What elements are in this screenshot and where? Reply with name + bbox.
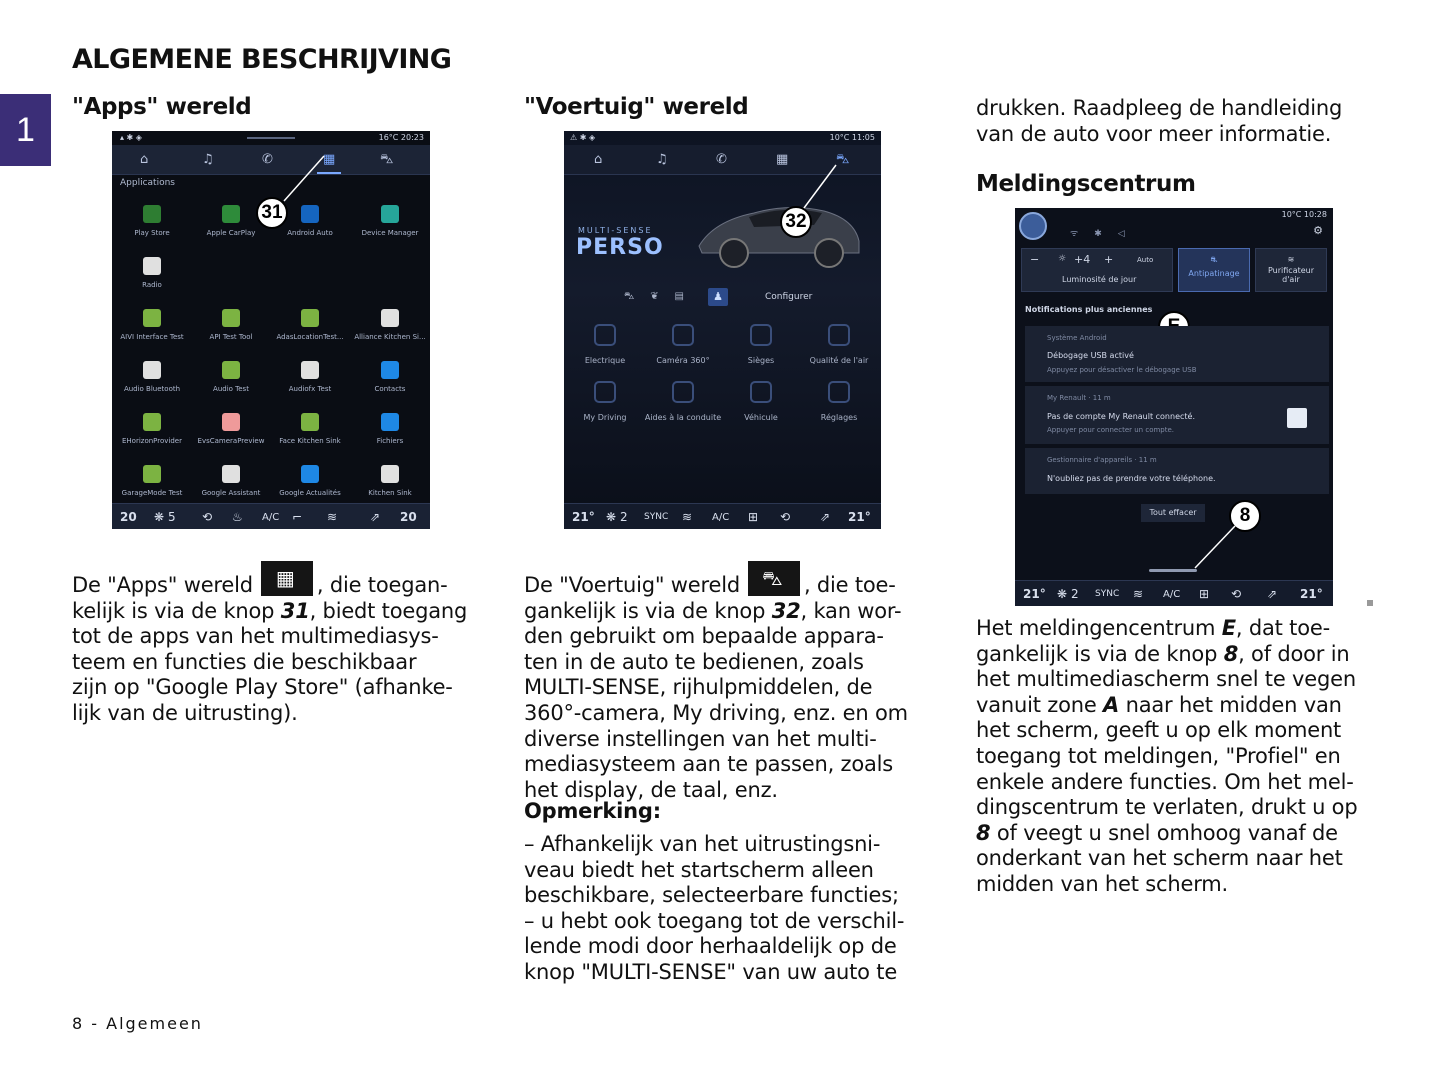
app-icon — [143, 257, 161, 275]
ac-button[interactable]: A/C — [1163, 589, 1181, 600]
notification-device-manager[interactable]: Gestionnaire d'appareils · 11 m N'oubliez pas de prendre votre téléphone. — [1025, 448, 1329, 494]
app-label: EvsCameraPreview — [197, 437, 265, 445]
app-icon — [301, 413, 319, 431]
music-icon[interactable]: ♫ — [202, 152, 214, 167]
left-temp[interactable]: 20 — [120, 510, 137, 524]
purifier-icon: ≋ — [1287, 255, 1295, 264]
app-label: AIVI Interface Test — [120, 333, 184, 341]
apps-world-heading: "Apps" wereld — [72, 94, 252, 120]
tile-label: Qualité de l'air — [809, 356, 869, 365]
defrost-icon[interactable]: ≋ — [682, 510, 693, 524]
tile-icon — [750, 381, 772, 403]
notification-usb[interactable]: Système Android Débogage USB activé Appuyez pour désactiver le débogage USB — [1025, 326, 1329, 382]
tile-icon — [750, 324, 772, 346]
callout-32: 32 — [780, 206, 812, 238]
vehicle-world-heading: "Voertuig" wereld — [524, 94, 749, 120]
app-label: Play Store — [134, 229, 170, 237]
fan-icon[interactable]: ❋ — [154, 510, 165, 524]
page-footer: 8 - Algemeen — [72, 1014, 203, 1033]
app-icon — [143, 361, 161, 379]
app-icon — [222, 413, 240, 431]
apps-screen — [112, 131, 430, 529]
app-tile[interactable] — [270, 205, 350, 237]
app-label: AdasLocationTest... — [276, 333, 344, 341]
callout-31: 31 — [256, 197, 288, 229]
sync-button[interactable]: SYNC — [1095, 589, 1120, 599]
air-purifier-button[interactable]: ≋ Purificateur d'air — [1255, 248, 1327, 292]
note-list: – Afhankelijk van het uitrustingsni- veau biedt het startscherm alleen beschikbare, selecteerbare functies; – u hebt ook toegang tot de verschil- lende modi door herhaaldelijk op de knop "MULTI-SENSE" van uw auto te — [524, 832, 905, 984]
app-tile[interactable] — [191, 205, 271, 237]
app-tile[interactable] — [112, 257, 192, 289]
app-icon — [381, 309, 399, 327]
status-time: 10°C 11:05 — [829, 133, 875, 142]
sun-icon: ☼ — [1058, 254, 1067, 264]
app-icon — [143, 309, 161, 327]
car-icon[interactable]: ⛍ — [380, 152, 394, 167]
apps-line-2: kelijk is via de knop 31, biedt toegang — [72, 598, 468, 623]
app-label: GarageMode Test — [121, 489, 183, 497]
app-label: Face Kitchen Sink — [279, 437, 341, 445]
notification-paragraph: Het meldingencentrum E, dat toe- gankelijk is via de knop 8, of door in het multimediascherm snel te vegen vanuit zone A naar het midden van het scherm, geeft u op elk moment toegang tot meldingen, "Profiel" en enkele andere functies. Om het mel- dingscentrum te verlaten, drukt u op 8 of veegt u snel omhoog vanaf de onderkant van het scherm naar het midden van het scherm. — [976, 616, 1358, 896]
vehicle-tile[interactable] — [566, 324, 644, 366]
fan-level: 2 — [1071, 587, 1079, 601]
status-time: 10°C 10:28 — [1281, 210, 1327, 219]
climate-bar — [1015, 580, 1333, 606]
phone-icon[interactable]: ✆ — [716, 152, 727, 167]
apps-paragraph: De "Apps" wereld ▦ , die toegan- kelijk is via de knop 31, biedt toegang tot de apps van het multimediasys- teem en functies die beschikbaar zijn op "Google Play Store" (afhanke- lijk van de uitrusting). — [72, 561, 467, 727]
app-label: Device Manager — [361, 229, 419, 237]
chapter-tab: 1 — [0, 94, 51, 166]
recirc-icon[interactable]: ⟲ — [780, 510, 791, 524]
vehicle-screen — [564, 131, 881, 529]
applications-label: Applications — [120, 178, 175, 188]
tile-label: My Driving — [583, 413, 627, 422]
multi-sense-label: MULTI-SENSE — [578, 226, 653, 235]
app-tile[interactable] — [350, 309, 430, 341]
tile-label: Réglages — [820, 413, 858, 422]
tile-label: Véhicule — [744, 413, 778, 422]
callout-8: 8 — [1229, 500, 1261, 532]
status-icons: ▴ ✱ ◈ — [120, 133, 142, 142]
tile-icon — [594, 381, 616, 403]
status-icons: ⚠ ✱ ◈ — [570, 133, 596, 142]
music-icon[interactable]: ♫ — [656, 152, 668, 167]
app-tile[interactable] — [191, 413, 271, 445]
vehicle-tile[interactable] — [722, 324, 800, 366]
brightness-label: Luminosité de jour — [1062, 275, 1137, 284]
app-icon — [222, 361, 240, 379]
left-temp[interactable]: 21° — [572, 510, 595, 524]
app-tile[interactable] — [112, 413, 192, 445]
tile-icon — [672, 324, 694, 346]
mode-icons[interactable]: ⛍ ❦ ▤ — [624, 291, 684, 302]
brightness-value: +4 — [1074, 253, 1091, 266]
perso-mode-label: PERSO — [576, 235, 664, 260]
apps-grid-icon[interactable]: ▦ — [323, 152, 336, 167]
tile-icon — [828, 324, 850, 346]
climate-bar — [112, 503, 430, 529]
sync-button[interactable]: SYNC — [644, 512, 669, 522]
app-icon — [143, 413, 161, 431]
app-icon — [143, 205, 161, 223]
home-icon[interactable]: ⌂ — [140, 152, 149, 167]
car-icon[interactable]: ⛍ — [836, 152, 850, 167]
vehicle-tile[interactable] — [800, 381, 878, 423]
right-temp[interactable]: 21° — [848, 510, 871, 524]
app-label: Contacts — [374, 385, 406, 393]
apps-grid-icon[interactable]: ▦ — [776, 152, 789, 167]
ac-button[interactable]: A/C — [262, 512, 280, 523]
app-tile[interactable] — [112, 465, 192, 497]
vent-icon[interactable]: ⇗ — [820, 510, 831, 524]
app-icon — [301, 361, 319, 379]
rear-defrost-icon[interactable]: ⊞ — [748, 510, 759, 524]
app-label: API Test Tool — [209, 333, 253, 341]
app-tile[interactable] — [350, 361, 430, 393]
right-temp[interactable]: 21° — [1300, 587, 1323, 601]
app-tile[interactable] — [270, 413, 350, 445]
tile-icon — [828, 381, 850, 403]
app-label: Alliance Kitchen Si... — [354, 333, 426, 341]
tile-label: Caméra 360° — [656, 356, 710, 365]
app-tile[interactable] — [112, 309, 192, 341]
app-icon — [301, 309, 319, 327]
app-tile[interactable] — [191, 465, 271, 497]
app-label: Google Actualités — [279, 489, 341, 497]
page-title: ALGEMENE BESCHRIJVING — [72, 44, 452, 75]
app-icon — [381, 465, 399, 483]
gear-icon[interactable]: ⚙ — [1313, 224, 1323, 237]
app-label: EHorizonProvider — [121, 437, 182, 445]
app-tile[interactable] — [270, 361, 350, 393]
older-notifications-label: Notifications plus anciennes — [1025, 305, 1153, 314]
right-temp[interactable]: 20 — [400, 510, 417, 524]
app-label: Android Auto — [287, 229, 333, 237]
status-time: 16°C 20:23 — [378, 133, 424, 142]
app-tile[interactable] — [270, 465, 350, 497]
fan-icon[interactable]: ❋ — [1057, 587, 1068, 601]
phone-icon[interactable]: ✆ — [262, 152, 273, 167]
app-icon — [381, 205, 399, 223]
quick-icons[interactable]: ᯤ✱◁ — [1070, 229, 1141, 239]
vehicle-tile[interactable] — [644, 324, 722, 366]
app-icon — [381, 413, 399, 431]
app-icon — [143, 465, 161, 483]
traction-control-button[interactable]: ⛐ Antipatinage — [1178, 248, 1250, 292]
apps-line-1: De "Apps" wereld ▦ , die toegan- — [72, 561, 467, 599]
callout-8-leader — [1015, 208, 1333, 606]
app-label: Fichiers — [376, 437, 404, 445]
vent-icon[interactable]: ⇗ — [1267, 587, 1278, 601]
rear-defrost-icon[interactable]: ⊞ — [1199, 587, 1210, 601]
recirc-icon[interactable]: ⟲ — [1231, 587, 1242, 601]
app-tile[interactable] — [191, 361, 271, 393]
app-label: Audio Test — [213, 385, 249, 393]
tile-label: Electrique — [584, 356, 626, 365]
traction-icon: ⛐ — [1210, 255, 1218, 264]
notification-center-heading: Meldingscentrum — [976, 171, 1196, 197]
vehicle-tile[interactable] — [800, 324, 878, 366]
notification-my-renault[interactable]: My Renault · 11 m Pas de compte My Renault connecté. Appuyer pour connecter un compte. — [1025, 386, 1329, 444]
app-label: Apple CarPlay — [206, 229, 256, 237]
vehicle-tile[interactable] — [644, 381, 722, 423]
fan-level: 2 — [620, 510, 628, 524]
swipe-handle[interactable] — [1149, 569, 1197, 572]
app-tile[interactable] — [112, 205, 192, 237]
configure-button[interactable]: Configurer — [765, 292, 813, 302]
app-tile[interactable] — [350, 413, 430, 445]
fan-level: 5 — [168, 510, 176, 524]
plus-icon[interactable]: + — [1104, 253, 1114, 266]
app-tile[interactable] — [270, 309, 350, 341]
app-tile[interactable] — [350, 465, 430, 497]
perso-mode-icon[interactable]: ♟ — [708, 288, 728, 306]
app-tile[interactable] — [191, 309, 271, 341]
app-label: Audio Bluetooth — [123, 385, 181, 393]
home-icon[interactable]: ⌂ — [594, 152, 603, 167]
app-label: Google Assistant — [201, 489, 261, 497]
seat-heat-icon[interactable]: ♨ — [232, 510, 243, 524]
auto-toggle[interactable]: Auto — [1137, 256, 1154, 264]
page-marker — [1367, 600, 1373, 606]
app-icon — [222, 205, 240, 223]
minus-icon[interactable]: − — [1030, 253, 1040, 266]
app-label: Kitchen Sink — [368, 489, 412, 497]
seat-icon[interactable]: ⌐ — [292, 510, 303, 524]
tile-label: Aides à la conduite — [644, 413, 722, 422]
defrost-icon[interactable]: ≋ — [1133, 587, 1144, 601]
app-label: Radio — [142, 281, 162, 289]
car-icon: ⛍ — [748, 561, 800, 596]
app-icon — [301, 205, 319, 223]
left-temp[interactable]: 21° — [1023, 587, 1046, 601]
app-tile[interactable] — [112, 361, 192, 393]
defrost-icon[interactable]: ≋ — [327, 510, 338, 524]
ac-button[interactable]: A/C — [712, 512, 730, 523]
vehicle-line-1: De "Voertuig" wereld ⛍ , die toe- — [524, 561, 908, 599]
app-icon — [301, 465, 319, 483]
recirc-icon[interactable]: ⟲ — [202, 510, 213, 524]
vehicle-tile[interactable] — [566, 381, 644, 423]
fan-icon[interactable]: ❋ — [606, 510, 617, 524]
app-label: Audiofx Test — [288, 385, 332, 393]
continued-text: drukken. Raadpleeg de handleiding van de auto voor meer informatie. — [976, 96, 1343, 146]
app-icon — [381, 361, 399, 379]
tile-icon — [594, 324, 616, 346]
clear-all-button[interactable]: Tout effacer — [1141, 504, 1205, 522]
app-tile[interactable] — [350, 205, 430, 237]
tile-label: Sièges — [747, 356, 775, 365]
climate-bar — [564, 503, 881, 529]
apps-grid-icon: ▦ — [261, 561, 313, 596]
vehicle-line-2: gankelijk is via de knop 32, kan wor- — [524, 598, 902, 623]
vehicle-paragraph: De "Voertuig" wereld ⛍ , die toe- gankelijk is via de knop 32, kan wor- den gebruikt om bepaalde appara- ten in de auto te bedienen, zoals MULTI-SENSE, rijhulpmiddelen, de 360°-camera, My driving, enz. en om diverse instellingen van het multi- mediasysteem aan te passen, zoals het display, de taal, enz. — [524, 561, 908, 803]
vehicle-tile[interactable] — [722, 381, 800, 423]
tile-icon — [672, 381, 694, 403]
app-icon — [222, 465, 240, 483]
note-heading: Opmerking: — [524, 799, 661, 823]
vent-icon[interactable]: ⇗ — [370, 510, 381, 524]
notification-screen — [1015, 208, 1333, 606]
app-icon — [222, 309, 240, 327]
